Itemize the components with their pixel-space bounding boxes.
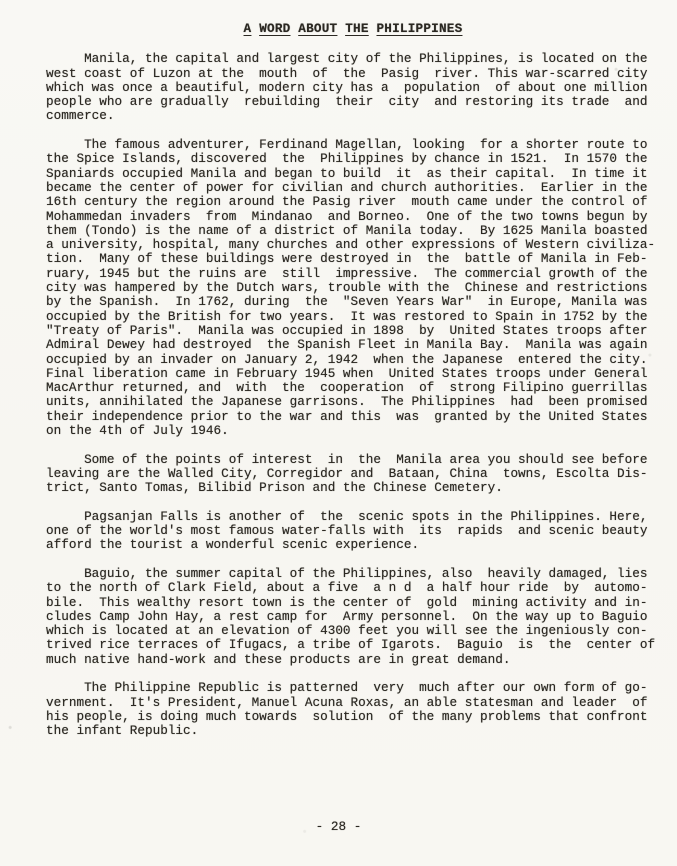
text-line: one of the world's most famous water-falls with its rapids and scenic beauty	[46, 523, 648, 539]
document-content	[46, 22, 660, 753]
text-line: Some of the points of interest in the Manila area you should see before	[46, 451, 648, 467]
text-line: much native hand-work and these products are in great demand.	[46, 651, 511, 667]
text-line: people who are gradually rebuilding their city and restoring its trade and	[46, 94, 648, 110]
text-line: Manila, the capital and largest city of the Philippines, is located on the	[46, 51, 648, 67]
text-line: on the 4th of July 1946.	[46, 423, 229, 439]
paragraph	[46, 453, 660, 496]
paragraph	[46, 681, 660, 738]
text-line: west coast of Luzon at the mouth of the Pasig river. This war-scarred city	[46, 65, 648, 81]
text-line: "Treaty of Paris". Manila was occupied in 1898 by United States troops after	[46, 322, 648, 338]
text-line: city was hampered by the Dutch wars, trouble with the Chinese and restrictions	[46, 280, 648, 296]
text-line: commerce.	[46, 108, 115, 124]
text-line: Pagsanjan Falls is another of the scenic spots in the Philippines. Here,	[46, 508, 648, 524]
text-line: leaving are the Walled City, Corregidor and Bataan, China towns, Escolta Dis-	[46, 465, 648, 481]
text-line: units, annihilated the Japanese garrisons. The Philippines had been promised	[46, 394, 648, 410]
text-line: trict, Santo Tomas, Bilibid Prison and the Chinese Cemetery.	[46, 480, 503, 496]
paragraph	[46, 567, 660, 667]
text-line: ruary, 1945 but the ruins are still impressive. The commercial growth of the	[46, 265, 648, 281]
text-line: occupied by the British for two years. It was restored to Spain in 1752 by the	[46, 308, 648, 324]
text-line: vernment. It's President, Manuel Acuna Roxas, an able statesman and leader of	[46, 694, 648, 710]
paragraph	[46, 52, 660, 123]
title-word: A	[243, 21, 252, 36]
title-word: PHILIPPINES	[376, 21, 463, 36]
paragraph	[46, 510, 660, 553]
text-line: to the north of Clark Field, about a five a n d a half hour ride by automo-	[46, 580, 648, 596]
text-line: The Philippine Republic is patterned very much after our own form of go-	[46, 680, 648, 696]
text-line: Admiral Dewey had destroyed the Spanish Fleet in Manila Bay. Manila was again	[46, 337, 648, 353]
text-line: his people, is doing much towards solution of the many problems that confront	[46, 708, 648, 724]
document-body	[46, 52, 660, 738]
text-line: by the Spanish. In 1762, during the "Seven Years War" in Europe, Manila was	[46, 294, 648, 310]
text-line: the infant Republic.	[46, 723, 199, 739]
text-line: a university, hospital, many churches and other expressions of Western civiliza-	[46, 237, 656, 253]
title-word: ABOUT	[298, 21, 338, 36]
page-title	[46, 22, 660, 36]
title-word: WORD	[259, 21, 291, 36]
text-line: which is located at an elevation of 4300 feet you will see the ingeniously con-	[46, 623, 648, 639]
text-line: Baguio, the summer capital of the Philippines, also heavily damaged, lies	[46, 565, 648, 581]
text-line: them (Tondo) is the name of a district of Manila today. By 1625 Manila boasted	[46, 222, 648, 238]
text-line: Spaniards occupied Manila and began to build it as their capital. In time it	[46, 165, 648, 181]
text-line: bile. This wealthy resort town is the center of gold mining activity and in-	[46, 594, 648, 610]
page-number: - 28 -	[315, 819, 362, 834]
text-line: their independence prior to the war and this was granted by the United States	[46, 408, 648, 424]
text-line: Final liberation came in February 1945 when United States troops under General	[46, 365, 648, 381]
text-line: became the center of power for civilian and church authorities. Earlier in the	[46, 179, 648, 195]
paragraph	[46, 138, 660, 438]
text-line: afford the tourist a wonderful scenic experience.	[46, 537, 420, 553]
text-line: MacArthur returned, and with the cooperation of strong Filipino guerrillas	[46, 380, 648, 396]
title-word: THE	[345, 21, 369, 36]
text-line: tion. Many of these buildings were destroyed in the battle of Manila in Feb-	[46, 251, 648, 267]
text-line: occupied by an invader on January 2, 1942 when the Japanese entered the city.	[46, 351, 648, 367]
text-line: cludes Camp John Hay, a rest camp for Army personnel. On the way up to Baguio	[46, 608, 648, 624]
text-line: the Spice Islands, discovered the Philippines by chance in 1521. In 1570 the	[46, 151, 648, 167]
text-line: which was once a beautiful, modern city has a population of about one million	[46, 79, 648, 95]
text-line: Mohammedan invaders from Mindanao and Borneo. One of the two towns begun by	[46, 208, 648, 224]
text-line: trived rice terraces of Ifugacs, a tribe of Igarots. Baguio is the center of	[46, 637, 656, 653]
text-line: 16th century the region around the Pasig river mouth came under the control of	[46, 194, 648, 210]
text-line: The famous adventurer, Ferdinand Magellan, looking for a shorter route to	[46, 137, 648, 153]
